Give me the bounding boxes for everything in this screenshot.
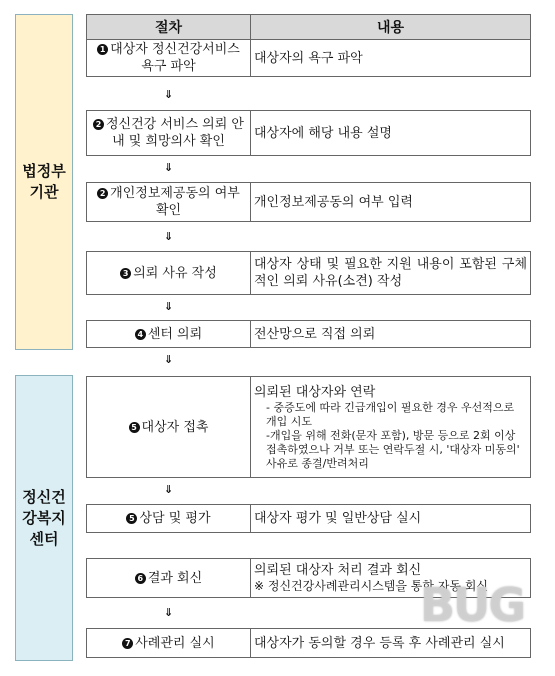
step-row <box>86 251 531 295</box>
section-label-government: 법정부 기관 <box>15 14 73 350</box>
step-title: 대상자 정신건강서비스 욕구 파악 <box>110 42 240 74</box>
content-cell <box>250 320 531 348</box>
step-content: 개인정보제공동의 여부 입력 <box>254 194 413 210</box>
content-cell <box>250 182 531 222</box>
step-title: 대상자 접촉 <box>141 419 209 435</box>
step-number-badge: 5 <box>126 513 137 524</box>
step-cell <box>86 110 251 156</box>
down-arrow-icon: ⇓ <box>163 161 174 174</box>
watermark-logo: BUG <box>420 578 525 632</box>
step-number-badge: 6 <box>135 573 146 584</box>
step-row <box>86 376 531 478</box>
step-cell <box>86 628 251 658</box>
step-number-badge: 4 <box>135 329 146 340</box>
step-content: 대상자가 동의할 경우 등록 후 사례관리 실시 <box>254 635 505 651</box>
header-step: 절차 <box>86 14 251 40</box>
down-arrow-icon: ⇓ <box>163 483 174 496</box>
step-row <box>86 110 531 156</box>
step-content: 대상자 상태 및 필요한 지원 내용이 포함된 구체적인 의뢰 사유(소견) 작성 <box>254 257 527 289</box>
step-cell <box>86 182 251 222</box>
down-arrow-icon: ⇓ <box>163 230 174 243</box>
step-row <box>86 39 531 77</box>
step-title: 사례관리 실시 <box>135 635 215 651</box>
step-content: 의뢰된 대상자 처리 결과 회신 <box>254 563 422 578</box>
step-note: ※ 정신건강사례관리시스템을 통한 자동 회신 <box>254 579 488 593</box>
step-row <box>86 320 531 348</box>
step-content: 전산망으로 직접 의뢰 <box>254 326 376 342</box>
down-arrow-icon: ⇓ <box>163 88 174 101</box>
step-number-badge: 1 <box>97 44 108 55</box>
content-cell <box>250 39 531 77</box>
step-title: 정신건강 서비스 의뢰 안내 및 희망의사 확인 <box>106 117 244 149</box>
step-cell <box>86 39 251 77</box>
step-number-badge: 3 <box>120 268 131 279</box>
step-row <box>86 504 531 533</box>
step-content: 대상자에 해당 내용 설명 <box>254 125 392 141</box>
content-cell <box>250 504 531 533</box>
step-number-badge: 5 <box>129 422 140 433</box>
step-title: 센터 의뢰 <box>147 326 203 342</box>
step-title: 의뢰 사유 작성 <box>133 265 217 281</box>
down-arrow-icon: ⇓ <box>163 300 174 313</box>
step-content: 대상자 평가 및 일반상담 실시 <box>254 511 422 526</box>
step-cell <box>86 376 251 478</box>
step-title: 개인정보제공동의 여부 확인 <box>110 186 240 218</box>
step-cell <box>86 251 251 295</box>
section-label-mental-health-center: 정신건 강복지 센터 <box>15 375 73 661</box>
step-content: 대상자의 욕구 파악 <box>254 50 363 66</box>
step-bullet: -개입을 위해 전화(문자 포함), 방문 등으로 2회 이상 접촉하였으나 거부 또는 연락두절 시, '대상자 미동의' 사유로 종결/반려처리 <box>266 428 520 470</box>
content-cell <box>250 251 531 295</box>
step-content: 의뢰된 대상자와 연락 <box>254 384 376 400</box>
step-title: 상담 및 평가 <box>139 511 211 526</box>
step-cell <box>86 558 251 598</box>
header-content: 내용 <box>250 14 531 40</box>
content-cell <box>250 376 531 478</box>
step-number-badge: 7 <box>122 638 133 649</box>
step-number-badge: 2 <box>97 188 108 199</box>
step-cell <box>86 320 251 348</box>
step-number-badge: 2 <box>93 119 104 130</box>
step-title: 결과 회신 <box>147 570 203 586</box>
step-row <box>86 182 531 222</box>
down-arrow-icon: ⇓ <box>163 606 174 619</box>
step-bullet: - 중증도에 따라 긴급개입이 필요한 경우 우선적으로 개입 시도 <box>266 400 515 428</box>
down-arrow-icon: ⇓ <box>163 353 174 366</box>
step-cell <box>86 504 251 533</box>
content-cell <box>250 110 531 156</box>
